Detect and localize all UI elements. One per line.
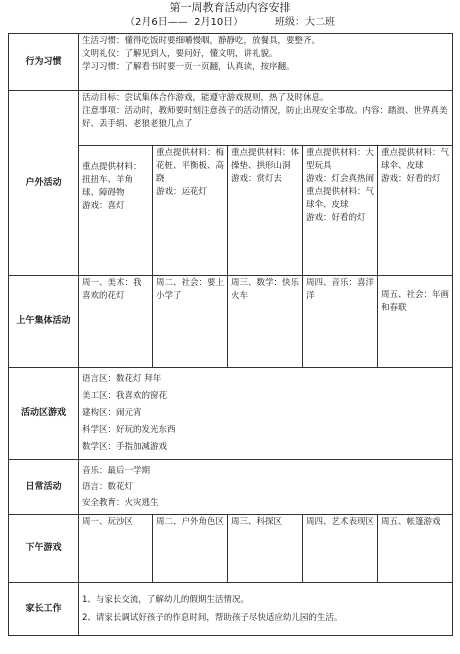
row-afternoon — [9, 515, 453, 583]
row-behavior — [9, 34, 453, 91]
row-daily — [9, 460, 453, 515]
behavior-line: 学习习惯：了解看书时要一页一页翻，认真读，按序翻。 — [82, 62, 295, 72]
morning-cell-text: 周四、音乐：喜洋洋 — [306, 278, 375, 301]
afternoon-cell — [378, 515, 453, 583]
behavior-content — [79, 34, 453, 91]
outdoor-cell-text: 重点提供材料：大型玩具 游戏：灯会真热闹重点提供材料：气球伞、皮球 游戏：好看的灯 — [306, 148, 375, 223]
morning-cell-text: 周三、数学：快乐火车 — [231, 278, 300, 301]
label-morning: 上午集体活动 — [9, 276, 79, 368]
area-line: 数学区：手指加减游戏 — [82, 442, 168, 452]
morning-cell-text: 周二、社会：要上小学了 — [156, 278, 225, 301]
morning-cell — [303, 276, 378, 368]
outdoor-cell-text: 重点提供材料：梅花桩、平衡板、高跷 游戏：运花灯 — [156, 148, 225, 197]
outdoor-goal-content — [79, 91, 453, 146]
daily-line: 音乐：最后一学期 — [82, 466, 151, 476]
morning-cell-text: 周一、美术：我喜欢的花灯 — [82, 278, 142, 301]
outdoor-cell-text: 重点提供材料：气球伞、皮球 游戏：好看的灯 — [381, 148, 450, 184]
schedule-table — [8, 33, 453, 636]
row-parents — [9, 583, 453, 636]
area-line: 科学区：好玩的发光东西 — [82, 425, 176, 435]
outdoor-cell — [378, 146, 453, 276]
row-area — [9, 368, 453, 460]
afternoon-cell — [303, 515, 378, 583]
label-outdoor: 户外活动 — [9, 91, 79, 276]
afternoon-cell-text: 周五、帐篷游戏 — [381, 517, 441, 527]
outdoor-cell — [153, 146, 228, 276]
row-morning — [9, 276, 453, 368]
afternoon-cell-text: 周四、艺术表现区 — [306, 517, 375, 527]
afternoon-cell — [153, 515, 228, 583]
morning-cell — [79, 276, 153, 368]
label-afternoon: 下午游戏 — [9, 515, 79, 583]
afternoon-cell-text: 周三、科探区 — [231, 517, 283, 527]
page-subtitle: （2月6日—— 2月10日） 班级：大二班 — [125, 17, 335, 28]
outdoor-cell-text: 重点提供材料：扭扭车、羊角球、障碍物 游戏：喜灯 — [82, 162, 142, 211]
afternoon-cell — [79, 515, 153, 583]
morning-cell — [228, 276, 303, 368]
behavior-line: 文明礼仪：了解见到人，要问好，懂文明，讲礼貌。 — [82, 49, 278, 59]
daily-line: 语言：数花灯 — [82, 482, 134, 492]
outdoor-notes: 注意事项：活动时，教师要时刻注意孩子的活动情况，防止出现安全事故。内容：踏浪、世界真美好、丢手绢、老狼老狼几点了 — [82, 106, 448, 129]
morning-cell — [153, 276, 228, 368]
afternoon-cell-text: 周二、户外角色区 — [156, 517, 225, 527]
afternoon-cell-text: 周一、玩沙区 — [82, 517, 134, 527]
morning-cell-text: 周五、社会：年画和春联 — [381, 290, 450, 313]
afternoon-cell — [228, 515, 303, 583]
outdoor-goal: 活动目标：尝试集体合作游戏，能遵守游戏规则，热了及时休息。 — [82, 93, 329, 103]
outdoor-cell — [303, 146, 378, 276]
area-content — [79, 368, 453, 460]
parents-line: 2、请家长调试好孩子的作息时间，帮助孩子尽快适应幼儿园的生活。 — [82, 613, 343, 623]
label-daily: 日常活动 — [9, 460, 79, 515]
label-parents: 家长工作 — [9, 583, 79, 636]
label-area: 活动区游戏 — [9, 368, 79, 460]
outdoor-cell-text: 重点提供材料：体操垫、拱形山洞 游戏：赏灯去 — [231, 148, 300, 184]
parents-line: 1、与家长交流，了解幼儿的假期生活情况。 — [82, 595, 249, 605]
parents-content — [79, 583, 453, 636]
daily-content — [79, 460, 453, 515]
area-line: 语言区：数花灯 拜年 — [82, 374, 162, 384]
area-line: 建构区：闹元宵 — [82, 408, 142, 418]
daily-line: 安全教育：火灾逃生 — [82, 498, 159, 508]
outdoor-cell — [79, 146, 153, 276]
page-title: 第一周教育活动内容安排 — [169, 1, 291, 14]
outdoor-cell — [228, 146, 303, 276]
area-line: 美工区：我喜欢的窗花 — [82, 391, 168, 401]
morning-cell — [378, 276, 453, 368]
row-outdoor-goal — [9, 91, 453, 146]
label-behavior: 行为习惯 — [9, 34, 79, 91]
behavior-line: 生活习惯：懂得吃饭时要细嚼慢咽，静静吃，放餐具，要整齐。 — [82, 36, 321, 46]
